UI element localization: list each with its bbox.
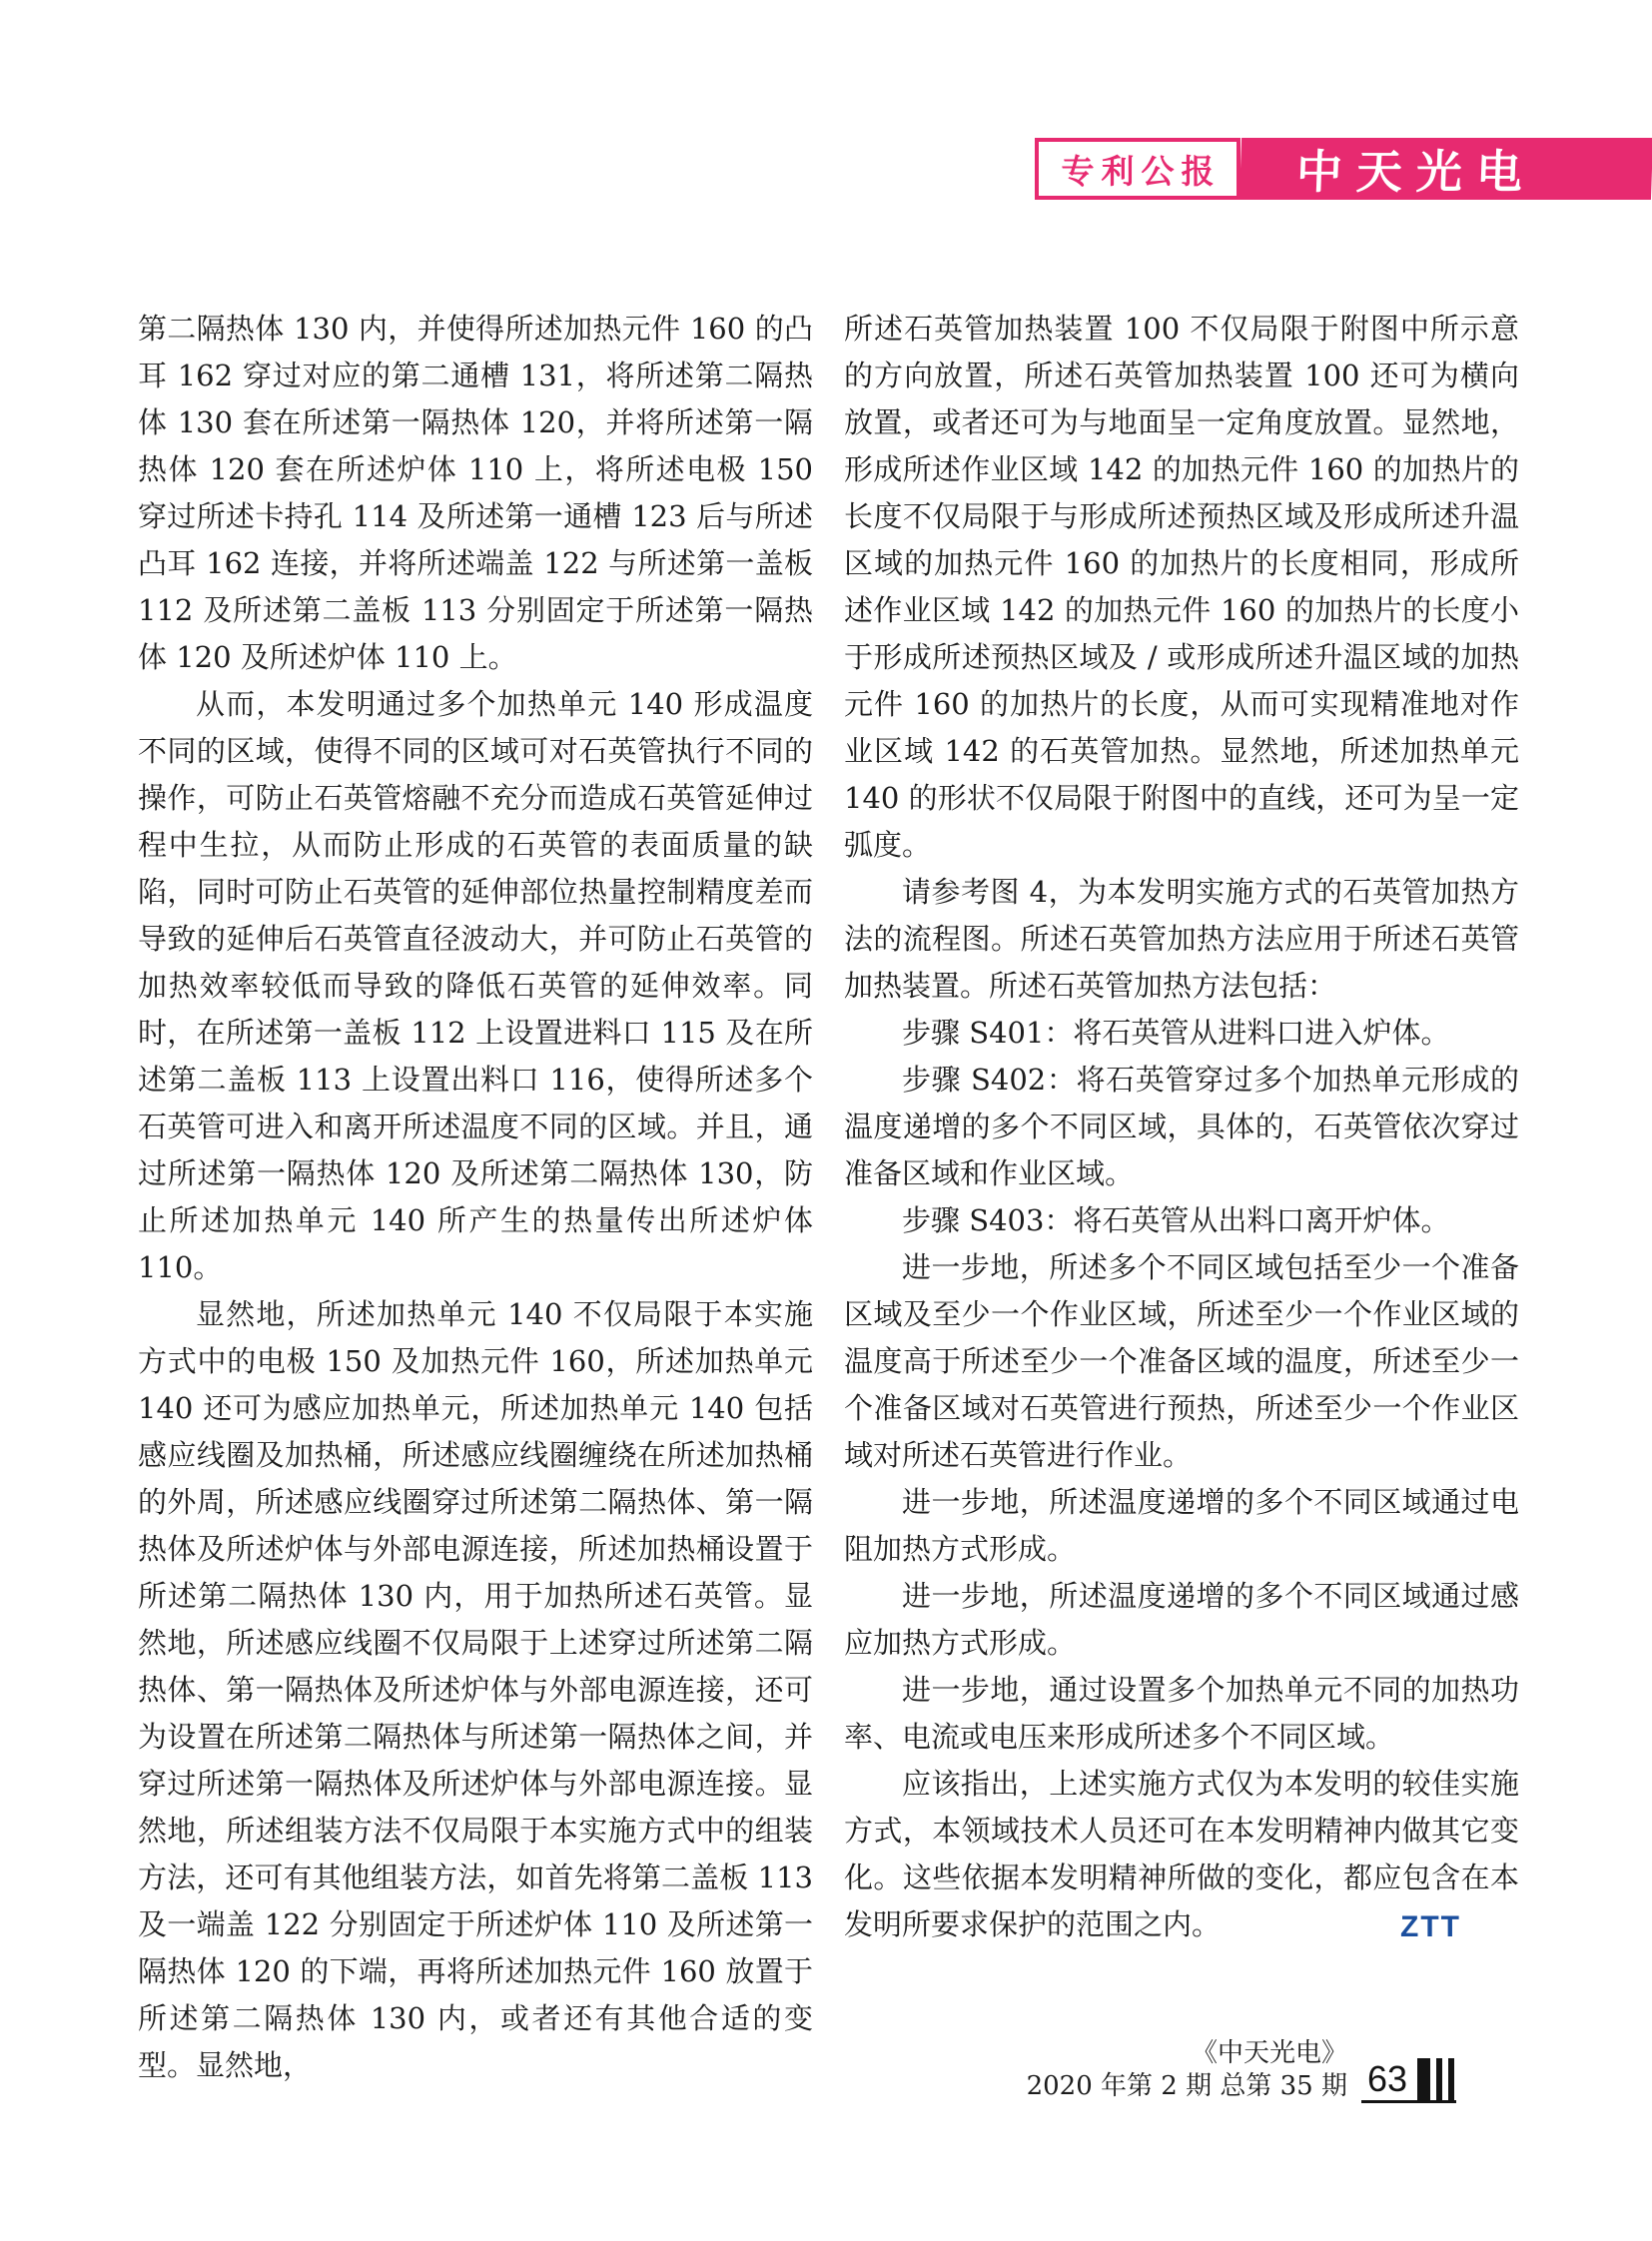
brand-logo: 中天光电 [1239, 138, 1652, 200]
page-number: 63 [1366, 2058, 1407, 2099]
text-column-left [138, 306, 813, 2089]
body-paragraph: 显然地，所述加热单元 140 不仅局限于本实施方式中的电极 150 及加热元件 160，所述加热单元 140 还可为感应加热单元，所述加热单元 140 包括感应线圈及加热桶，所述感应线圈缠绕在所述加热桶的外周，所述感应线圈穿过所述第二隔热体、第一隔热体及所述炉体与外部电源连接，所述加热桶设置于所述第二隔热体 130 内，用于加热所述石英管。显然地，所述感应线圈不仅局限于上述穿过所述第二隔热体、第一隔热体及所述炉体与外部电源连接，还可为设置在所述第二隔热体与所述第一隔热体之间，并穿过所述第一隔热体及所述炉体与外部电源连接。显然地，所述组装方法不仅局限于本实施方式中的组装方法，还可有其他组装方法，如首先将第二盖板 113 及一端盖 122 分别固定于所述炉体 110 及所述第一隔热体 120 的下端，再将所述加热元件 160 放置于所述第二隔热体 130 内，或者还有其他合适的变型。显然地， [138, 1297, 813, 2082]
body-paragraph: 从而，本发明通过多个加热单元 140 形成温度不同的区域，使得不同的区域可对石英管执行不同的操作，可防止石英管熔融不充分而造成石英管延伸过程中生拉，从而防止形成的石英管的表面质量的缺陷，同时可防止石英管的延伸部位热量控制精度差而导致的延伸后石英管直径波动大，并可防止石英管的加热效率较低而导致的降低石英管的延伸效率。同时，在所述第一盖板 112 上设置进料口 115 及在所述第二盖板 113 上设置出料口 116，使得所述多个石英管可进入和离开所述温度不同的区域。并且，通过所述第一隔热体 120 及所述第二隔热体 130，防止所述加热单元 140 所产生的热量传出所述炉体 110。 [138, 687, 813, 1284]
page-number-block [1361, 2058, 1456, 2103]
body-paragraph: 进一步地，所述温度递增的多个不同区域通过电阻加热方式形成。 [844, 1485, 1519, 1566]
header-banner [1035, 138, 1652, 200]
body-paragraph: 步骤 S403：将石英管从出料口离开炉体。 [902, 1203, 1450, 1237]
page-footer [1027, 2037, 1456, 2103]
body-paragraph: 第二隔热体 130 内，并使得所述加热元件 160 的凸耳 162 穿过对应的第二通槽 131，将所述第二隔热体 130 套在所述第一隔热体 120，并将所述第一隔热体 120 套在所述炉体 110 上，将所述电极 150 穿过所述卡持孔 114 及所述第一通槽 123 后与所述凸耳 162 连接，并将所述端盖 122 与所述第一盖板 112 及所述第二盖板 113 分别固定于所述第一隔热体 120 及所述炉体 110 上。 [138, 312, 813, 674]
text-column-right [844, 306, 1519, 1948]
body-paragraph: 进一步地，通过设置多个加热单元不同的加热功率、电流或电压来形成所述多个不同区域。 [844, 1673, 1519, 1754]
barcode-icon [1417, 2058, 1454, 2100]
body-paragraph: 请参考图 4，为本发明实施方式的石英管加热方法的流程图。所述石英管加热方法应用于所述石英管加热装置。所述石英管加热方法包括： [844, 875, 1519, 1003]
body-paragraph: 所述石英管加热装置 100 不仅局限于附图中所示意的方向放置，所述石英管加热装置 100 还可为横向放置，或者还可为与地面呈一定角度放置。显然地，形成所述作业区域 142 的加热元件 160 的加热片的长度不仅局限于与形成所述预热区域及形成所述升温区域的加热元件 160 的加热片的长度相同，形成所述作业区域 142 的加热元件 160 的加热片的长度小于形成所述预热区域及 / 或形成所述升温区域的加热元件 160 的加热片的长度，从而可实现精准地对作业区域 142 的石英管加热。显然地，所述加热单元 140 的形状不仅局限于附图中的直线，还可为呈一定弧度。 [844, 312, 1519, 862]
body-paragraph: 步骤 S402：将石英管穿过多个加热单元形成的温度递增的多个不同区域，具体的，石英管依次穿过准备区域和作业区域。 [844, 1063, 1519, 1190]
body-paragraph [844, 1761, 1519, 1948]
patent-gazette-label: 专利公报 [1035, 138, 1240, 200]
footer-meta [1027, 2037, 1347, 2103]
issue-info: 2020 年第 2 期 总第 35 期 [1026, 2071, 1347, 2101]
ztt-end-mark: ZTT [1400, 1910, 1461, 1943]
body-paragraph: 进一步地，所述多个不同区域包括至少一个准备区域及至少一个作业区域，所述至少一个作业区域的温度高于所述至少一个准备区域的温度，所述至少一个准备区域对石英管进行预热，所述至少一个作业区域对所述石英管进行作业。 [844, 1250, 1519, 1472]
journal-title: 《中天光电》 [1191, 2038, 1347, 2068]
body-paragraph: 进一步地，所述温度递增的多个不同区域通过感应加热方式形成。 [844, 1579, 1519, 1660]
body-paragraph: 步骤 S401：将石英管从进料口进入炉体。 [902, 1016, 1450, 1050]
last-paragraph-text: 应该指出，上述实施方式仅为本发明的较佳实施方式，本领域技术人员还可在本发明精神内做其它变化。这些依据本发明精神所做的变化，都应包含在本发明所要求保护的范围之内。 [844, 1767, 1519, 1941]
